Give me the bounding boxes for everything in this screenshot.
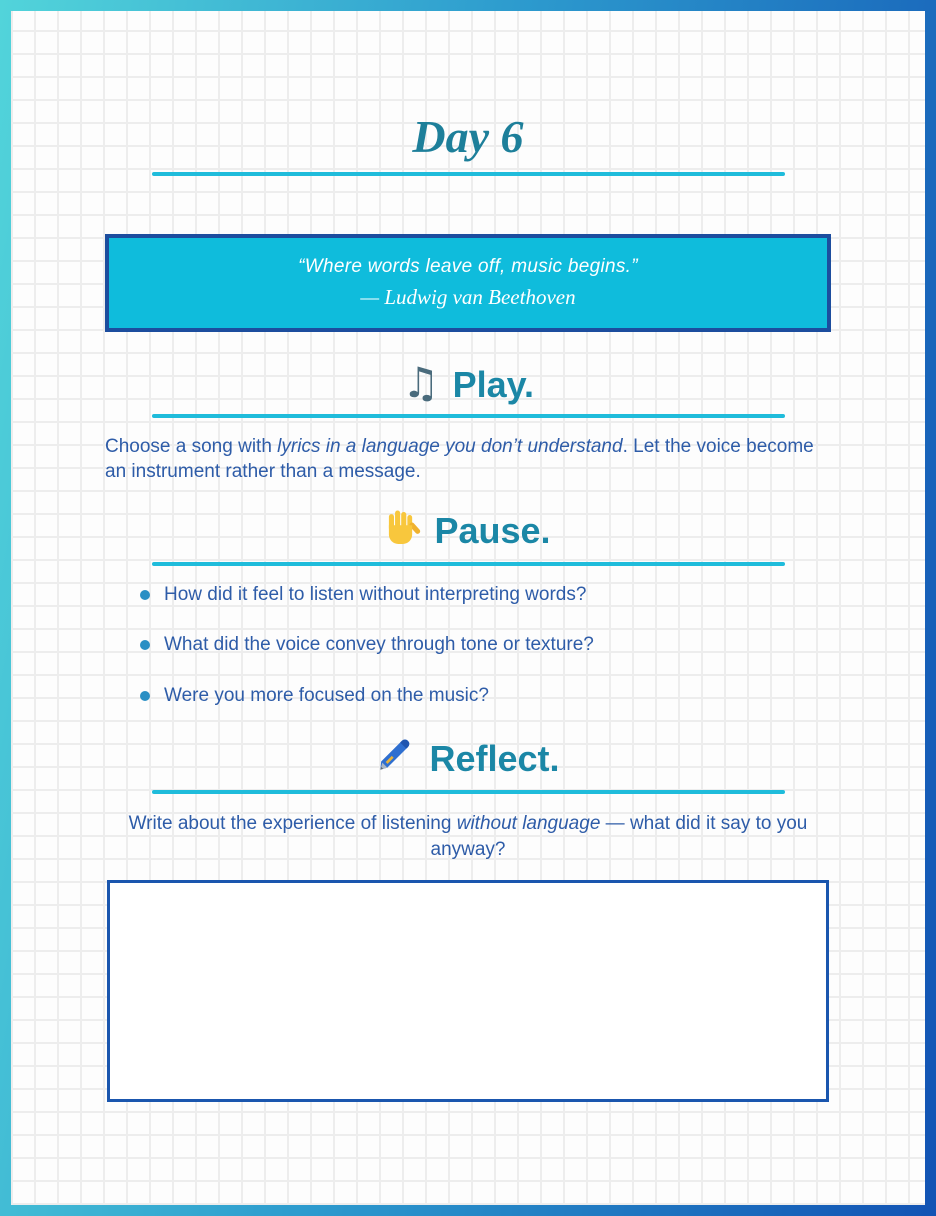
pause-question-2: What did the voice convey through tone or texture?: [164, 634, 594, 656]
list-item: [140, 582, 831, 608]
play-instruction-prefix: Choose a song with: [105, 435, 278, 457]
list-item: [140, 632, 831, 658]
raised-hand-icon: [385, 507, 421, 557]
bullet-dot-icon: [140, 691, 150, 701]
play-instruction: [105, 434, 831, 485]
pause-underline: [152, 562, 785, 566]
list-item: [140, 683, 831, 709]
play-underline: [152, 414, 785, 418]
play-instruction-suffix: . Let the voice become an instrument rather than a message.: [105, 435, 814, 483]
play-heading: [105, 358, 831, 409]
pen-icon: [376, 734, 416, 786]
reflect-prompt: [105, 811, 831, 862]
reflect-prompt-prefix: Write about the experience of listening: [128, 813, 457, 835]
bullet-dot-icon: [140, 640, 150, 650]
pause-question-1: How did it feel to listen without interpreting words?: [164, 583, 587, 605]
quote-text: “Where words leave off, music begins.”: [298, 255, 638, 277]
reflect-prompt-suffix: — what did it say to you anyway?: [430, 813, 808, 861]
page-title: Day 6: [412, 111, 524, 162]
music-note-icon: ♫: [401, 358, 440, 408]
pause-heading: [105, 507, 831, 557]
worksheet-page: [11, 11, 925, 1205]
title-underline: [152, 172, 785, 176]
reflect-heading-label: Reflect.: [429, 738, 560, 780]
quote-attribution: — Ludwig van Beethoven: [360, 284, 576, 309]
content-column: [105, 111, 831, 1102]
bullet-dot-icon: [140, 590, 150, 600]
reflect-underline: [152, 790, 785, 794]
play-heading-label: Play.: [452, 363, 535, 405]
pause-question-3: Were you more focused on the music?: [164, 685, 489, 707]
quote-box: [105, 234, 831, 332]
pause-question-list: [105, 582, 831, 709]
play-instruction-italic: lyrics in a language you don’t understand: [277, 435, 623, 457]
reflect-heading: [105, 734, 831, 786]
reflect-prompt-italic: without language: [456, 813, 601, 835]
pause-heading-label: Pause.: [434, 510, 551, 552]
reflection-writing-box[interactable]: [107, 880, 829, 1102]
